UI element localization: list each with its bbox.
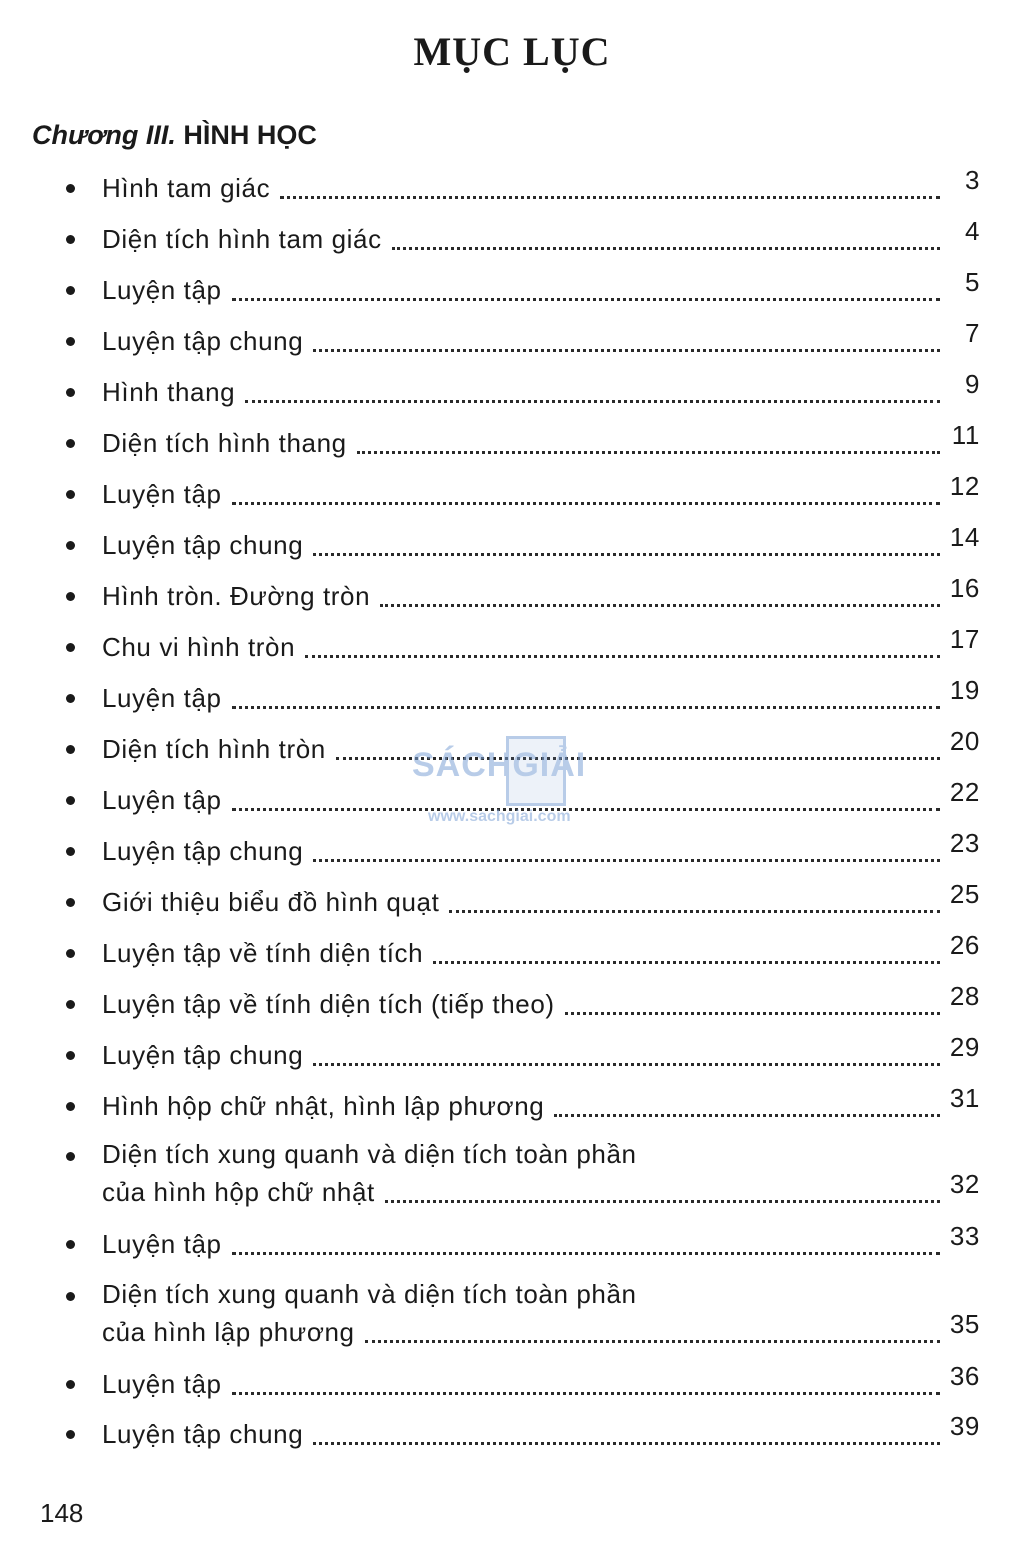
toc-entry[interactable] [66, 1083, 980, 1126]
toc-entry[interactable] [66, 318, 980, 361]
toc-entry-title: Luyện tập [102, 275, 222, 305]
bullet-icon [66, 1102, 75, 1111]
dot-leader [392, 246, 940, 250]
bullet-icon [66, 184, 75, 193]
chapter-name: HÌNH HỌC [183, 120, 317, 150]
toc-entry-page: 12 [949, 471, 980, 501]
watermark-url: www.sachgiai.com [428, 808, 571, 825]
chapter-number: Chương III. [32, 120, 176, 150]
toc-entry-page: 25 [949, 879, 980, 909]
toc-entry[interactable] [66, 1276, 980, 1356]
toc-entry-page: 14 [949, 522, 980, 552]
page-number: 148 [40, 1498, 84, 1528]
toc-entry[interactable] [66, 828, 980, 871]
toc-entry-page: 36 [949, 1361, 980, 1391]
dot-leader [385, 1199, 940, 1203]
toc-entry[interactable] [66, 267, 980, 310]
bullet-icon [66, 388, 75, 397]
toc-entry-page: 5 [964, 267, 980, 297]
dot-leader [357, 450, 940, 454]
bullet-icon [66, 1000, 75, 1009]
toc-entry[interactable] [66, 624, 980, 667]
toc-entry[interactable] [66, 573, 980, 616]
bullet-icon [66, 439, 75, 448]
toc-entry-page: 17 [949, 624, 980, 654]
toc-entry-title: Luyện tập [102, 479, 222, 509]
bullet-icon [66, 1152, 75, 1161]
toc-entry-title: Diện tích hình tròn [102, 734, 326, 764]
toc-entry-title: Hình thang [102, 377, 236, 407]
bullet-icon [66, 847, 75, 856]
toc-entry[interactable] [66, 420, 980, 463]
page-title: MỤC LỤC [413, 29, 611, 74]
bullet-icon [66, 235, 75, 244]
dot-leader [232, 1251, 940, 1255]
bullet-icon [66, 643, 75, 652]
toc-entry-page: 31 [949, 1083, 980, 1113]
toc-entry[interactable] [66, 1221, 980, 1264]
dot-leader [280, 195, 940, 199]
bullet-icon [66, 541, 75, 550]
dot-leader [313, 348, 940, 352]
dot-leader [365, 1339, 940, 1343]
dot-leader [232, 501, 940, 505]
toc-entry-title: Luyện tập chung [102, 1419, 304, 1449]
toc-entry[interactable] [66, 522, 980, 565]
bullet-icon [66, 949, 75, 958]
dot-leader [554, 1113, 940, 1117]
toc-entry-page: 26 [949, 930, 980, 960]
toc-entry-title: Luyện tập chung [102, 836, 304, 866]
toc-entry-title: Diện tích xung quanh và diện tích toàn phần [102, 1139, 637, 1169]
bullet-icon [66, 1240, 75, 1249]
dot-leader [380, 603, 940, 607]
toc-entry-title: Diện tích xung quanh và diện tích toàn phần [102, 1279, 637, 1309]
bullet-icon [66, 490, 75, 499]
dot-leader [232, 1391, 940, 1395]
toc-entry-page: 32 [949, 1169, 980, 1199]
toc-entry-page: 20 [949, 726, 980, 756]
toc-entry-title: Luyện tập chung [102, 326, 304, 356]
dot-leader [245, 399, 940, 403]
toc-entry-title: Luyện tập [102, 785, 222, 815]
watermark-logo-text: SÁCHGIẢI [412, 746, 587, 784]
toc-entry-page: 39 [949, 1411, 980, 1441]
bullet-icon [66, 592, 75, 601]
toc-entry-title-continued: của hình hộp chữ nhật [102, 1177, 375, 1207]
toc-entry[interactable] [66, 1411, 980, 1454]
bullet-icon [66, 1380, 75, 1389]
toc-entry-page: 33 [949, 1221, 980, 1251]
toc-entry-page: 29 [949, 1032, 980, 1062]
watermark [412, 736, 612, 832]
bullet-icon [66, 286, 75, 295]
toc-entry-title: Luyện tập [102, 683, 222, 713]
bullet-icon [66, 1430, 75, 1439]
dot-leader [565, 1011, 940, 1015]
bullet-icon [66, 796, 75, 805]
toc-entry-title: Luyện tập chung [102, 1040, 304, 1070]
toc-entry-title: Diện tích hình tam giác [102, 224, 382, 254]
toc-entry[interactable] [66, 369, 980, 412]
toc-entry-page: 11 [951, 420, 980, 450]
dot-leader [232, 705, 940, 709]
dot-leader [313, 1062, 940, 1066]
toc-entry-title: Luyện tập [102, 1369, 222, 1399]
toc-entry[interactable] [66, 1361, 980, 1404]
bullet-icon [66, 745, 75, 754]
toc-entry-title-continued: của hình lập phương [102, 1317, 355, 1347]
toc-entry[interactable] [66, 981, 980, 1024]
toc-entry-page: 22 [949, 777, 980, 807]
toc-entry-page: 3 [964, 165, 980, 195]
bullet-icon [66, 337, 75, 346]
toc-entry-title: Hình tròn. Đường tròn [102, 581, 371, 611]
toc-entry-page: 35 [949, 1309, 980, 1339]
toc-entry[interactable] [66, 879, 980, 922]
toc-entry-page: 16 [949, 573, 980, 603]
toc-entry-title: Luyện tập về tính diện tích [102, 938, 424, 968]
toc-entry-page: 9 [964, 369, 980, 399]
toc-entry-page: 23 [949, 828, 980, 858]
toc-entry-page: 7 [964, 318, 980, 348]
bullet-icon [66, 694, 75, 703]
toc-entry[interactable] [66, 930, 980, 973]
toc-entry-title: Diện tích hình thang [102, 428, 347, 458]
toc-entry[interactable] [66, 675, 980, 718]
dot-leader [313, 858, 940, 862]
toc-entry-page: 4 [964, 216, 980, 246]
bullet-icon [66, 1292, 75, 1301]
bullet-icon [66, 898, 75, 907]
dot-leader [232, 297, 940, 301]
toc-entry-title: Hình tam giác [102, 173, 271, 203]
toc-entry-page: 19 [949, 675, 980, 705]
dot-leader [313, 1441, 940, 1445]
toc-entry-page: 28 [949, 981, 980, 1011]
toc-entry-title: Hình hộp chữ nhật, hình lập phương [102, 1091, 545, 1121]
toc-entry-title: Luyện tập chung [102, 530, 304, 560]
toc-entry-title: Luyện tập về tính diện tích (tiếp theo) [102, 989, 555, 1019]
toc-entry[interactable] [66, 1032, 980, 1075]
toc-entry-title: Giới thiệu biểu đồ hình quạt [102, 887, 440, 917]
dot-leader [433, 960, 940, 964]
dot-leader [313, 552, 940, 556]
toc-entry[interactable] [66, 471, 980, 514]
toc-entry[interactable] [66, 165, 980, 208]
toc-entry[interactable] [66, 216, 980, 259]
toc-entry-title: Chu vi hình tròn [102, 632, 296, 662]
chapter-heading [32, 120, 317, 151]
dot-leader [305, 654, 940, 658]
toc-entry-title: Luyện tập [102, 1229, 222, 1259]
dot-leader [449, 909, 940, 913]
bullet-icon [66, 1051, 75, 1060]
toc-entry[interactable] [66, 1136, 980, 1216]
